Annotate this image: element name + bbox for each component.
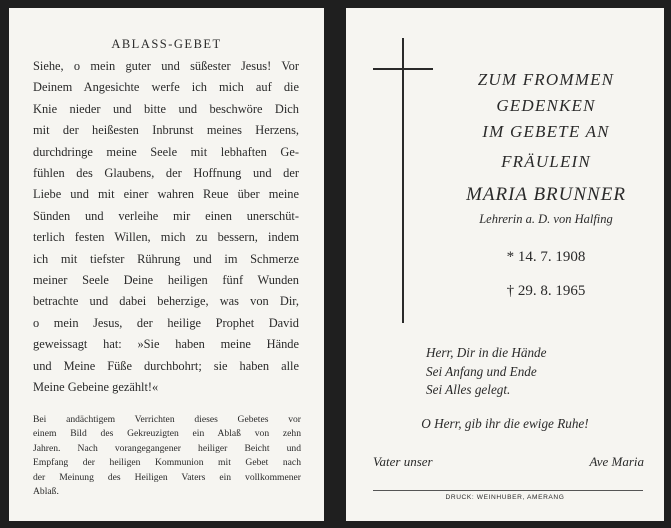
prayer-line: Liebe und mit einer wahren Reue über meine bbox=[33, 187, 299, 202]
honorific: FRÄULEIN bbox=[501, 152, 591, 171]
prayer-vater-unser: Vater unser bbox=[373, 454, 433, 469]
prayer-line: o mein Jesus, der heilige Prophet David bbox=[33, 315, 299, 330]
prayer-line: Knie nieder und bitte und beschwöre Dich bbox=[33, 101, 299, 116]
indulgence-line: Empfang der heiligen Kommunion mit Gebet nach bbox=[33, 457, 301, 469]
printer-credit: DRUCK: WEINHUBER, AMERANG bbox=[445, 494, 565, 501]
cross-horizontal-bar bbox=[373, 68, 433, 70]
prayer-card bbox=[9, 8, 324, 521]
death-date: † 29. 8. 1965 bbox=[506, 283, 586, 299]
prayer-line: Siehe, o mein guter und süßester Jesus! Vor bbox=[33, 59, 299, 73]
verse-line: Sei Anfang und Ende bbox=[426, 363, 537, 379]
prayer-line: Deinem Angesichte werfe ich mich auf die bbox=[33, 80, 299, 95]
prayer-line: fühlen des Glaubens, der Hoffnung und der bbox=[33, 166, 299, 181]
verse bbox=[426, 344, 646, 400]
indulgence-note bbox=[33, 413, 301, 499]
verse-line: Sei Alles gelegt. bbox=[426, 382, 511, 398]
prayer-line: Sünden und verleihe mir einen unerschüt- bbox=[33, 208, 299, 223]
prayer-line: meiner Seele Deine heiligen fünf Wunden bbox=[33, 273, 299, 288]
cross-vertical-bar bbox=[402, 38, 404, 323]
prayer-line: ich mit tiefster Rührung und im Schmerze bbox=[33, 251, 299, 266]
prayer-ave-maria: Ave Maria bbox=[589, 454, 644, 469]
birth-date: * 14. 7. 1908 bbox=[506, 249, 586, 265]
indulgence-line: der Meinung des Heiligen Vaters ein vollkommener bbox=[33, 471, 301, 483]
prayer-line: durchdringe meine Seele mit lebhaften Ge- bbox=[33, 144, 299, 159]
prayer-line: betrachte und dabei beherzige, was von Dir, bbox=[33, 294, 299, 309]
indulgence-line: Ablaß. bbox=[33, 486, 59, 498]
prayer-line: geweissagt hat: »Sie haben meine Hände bbox=[33, 337, 299, 352]
verse-line: Herr, Dir in die Hände bbox=[426, 345, 547, 360]
indulgence-line: Bei andächtigem Verrichten dieses Gebetes vor bbox=[33, 414, 301, 425]
rest-prayer: O Herr, gib ihr die ewige Ruhe! bbox=[421, 416, 589, 431]
indulgence-line: einem Bild des Gekreuzigten ein Ablaß von zehn bbox=[33, 428, 301, 440]
prayer-line: und Meine Füße durchbohrt; sie haben alle bbox=[33, 358, 299, 373]
prayer-title: ABLASS-GEBET bbox=[111, 37, 222, 51]
deceased-name: MARIA BRUNNER bbox=[466, 184, 626, 205]
indulgence-line: Jahren. Nach vorangegangener heiliger Beicht und bbox=[33, 442, 301, 454]
prayer-text bbox=[33, 56, 299, 399]
memorial-card bbox=[346, 8, 664, 521]
prayer-line: mit der heißesten Inbrunst meines Herzens, bbox=[33, 123, 299, 138]
heading-line: IM GEBETE AN bbox=[482, 122, 610, 141]
heading-line: ZUM FROMMEN bbox=[477, 70, 615, 89]
deceased-title: Lehrerin a. D. von Halfing bbox=[479, 212, 613, 226]
divider bbox=[373, 490, 643, 491]
prayer-line: Meine Gebeine gezählt!« bbox=[33, 380, 159, 395]
heading-line: GEDENKEN bbox=[496, 96, 596, 115]
prayer-line: terlich festen Willen, mich zu bessern, indem bbox=[33, 230, 299, 245]
